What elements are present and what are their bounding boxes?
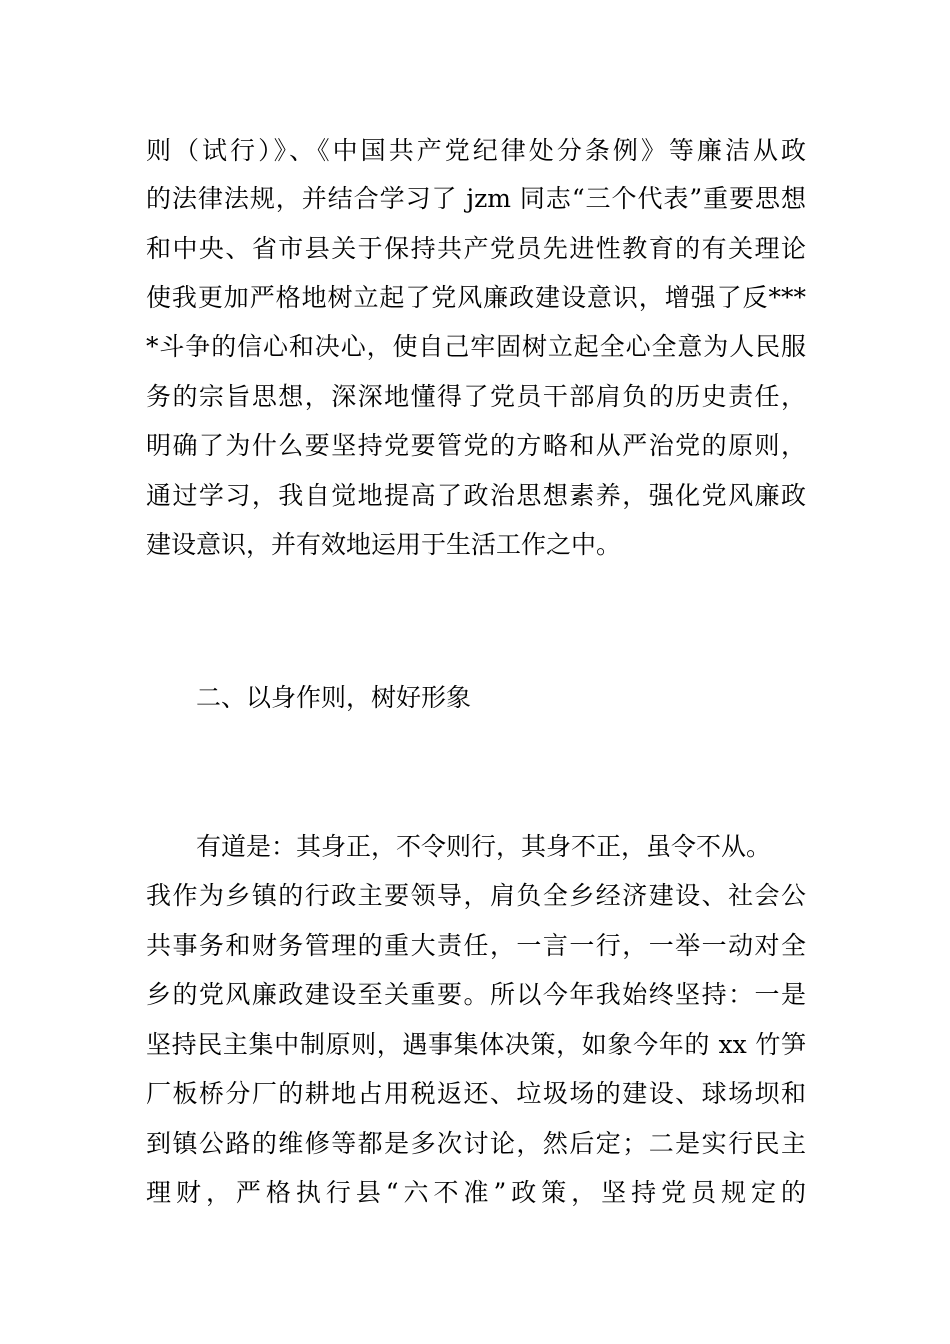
paragraph1-line-6: 务的宗旨思想，深深地懂得了党员干部肩负的历史责任， — [146, 382, 806, 411]
paragraph1-line-2: 的法律法规，并结合学习了 jzm 同志“三个代表”重要思想 — [146, 184, 806, 213]
section2-line-2: 我作为乡镇的行政主要领导，肩负全乡经济建设、社会公 — [146, 881, 806, 910]
paragraph1-line-1: 则（试行）》、《中国共产党纪律处分条例》等廉洁从政 — [146, 136, 806, 165]
section2-line-3: 共事务和财务管理的重大责任，一言一行，一举一动对全 — [146, 931, 806, 960]
paragraph1-line-9: 建设意识，并有效地运用于生活工作之中。 — [146, 530, 622, 559]
section2-line-7: 到镇公路的维修等都是多次讨论，然后定；二是实行民主 — [146, 1129, 806, 1158]
section2-line-1: 有道是：其身正，不令则行，其身不正，虽令不从。 — [196, 832, 772, 861]
paragraph1-line-7: 明确了为什么要坚持党要管党的方略和从严治党的原则， — [146, 431, 806, 460]
section2-heading: 二、以身作则，树好形象 — [196, 683, 472, 712]
section2-line-4: 乡的党风廉政建设至关重要。所以今年我始终坚持：一是 — [146, 980, 806, 1009]
paragraph1-line-3: 和中央、省市县关于保持共产党员先进性教育的有关理论 — [146, 234, 806, 263]
paragraph1-line-4: 使我更加严格地树立起了党风廉政建设意识，增强了反*** — [146, 283, 806, 312]
section2-line-5: 坚持民主集中制原则，遇事集体决策，如象今年的 xx 竹笋 — [146, 1030, 806, 1059]
paragraph1-line-5: *斗争的信心和决心，使自己牢固树立起全心全意为人民服 — [146, 332, 806, 361]
section2-line-8: 理财，严格执行县“六不准”政策，坚持党员规定的 — [146, 1178, 806, 1207]
paragraph1-line-8: 通过学习，我自觉地提高了政治思想素养，强化党风廉政 — [146, 481, 806, 510]
section2-line-6: 厂板桥分厂的耕地占用税返还、垃圾场的建设、球场坝和 — [146, 1079, 806, 1108]
